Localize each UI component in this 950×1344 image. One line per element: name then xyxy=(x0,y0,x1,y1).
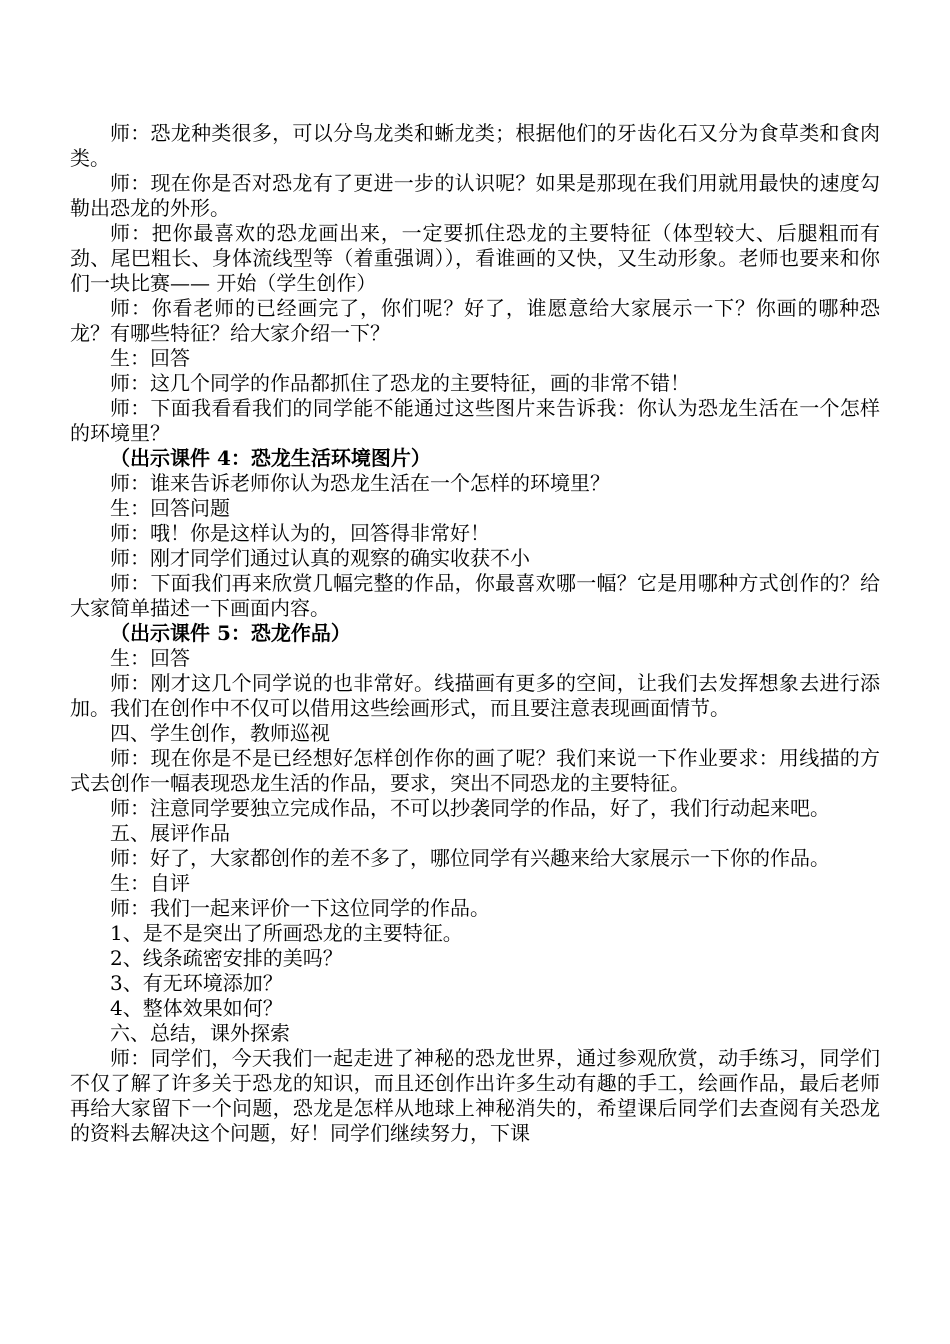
paragraph: 师：同学们，今天我们一起走进了神秘的恐龙世界，通过参观欣赏，动手练习，同学们不仅了解了许多关于恐龙的知识，而且还创作出许多生动有趣的手工，绘画作品，最后老师再给大家留下一个问题，恐龙是怎样从地球上神秘消失的，希望课后同学们去查阅有关恐龙的资料去解决这个问题，好！同学们继续努力，下课 xyxy=(70,1046,880,1145)
paragraph: 师：这几个同学的作品都抓住了恐龙的主要特征，画的非常不错！ xyxy=(110,371,690,395)
document-body xyxy=(70,121,880,1146)
paragraph: 师：好了，大家都创作的差不多了，哪位同学有兴趣来给大家展示一下你的作品。 xyxy=(110,846,830,870)
paragraph: 生：回答 xyxy=(110,346,190,370)
paragraph: 师：刚才同学们通过认真的观察的确实收获不小 xyxy=(110,546,530,570)
paragraph: 师：谁来告诉老师你认为恐龙生活在一个怎样的环境里？ xyxy=(110,471,610,495)
paragraph: 师：下面我看看我们的同学能不能通过这些图片来告诉我：你认为恐龙生活在一个怎样的环境里？ xyxy=(70,396,880,445)
paragraph: 师：刚才这几个同学说的也非常好。线描画有更多的空间，让我们去发挥想象去进行添加。我们在创作中不仅可以借用这些绘画形式，而且要注意表现画面情节。 xyxy=(70,671,880,720)
paragraph: 3、有无环境添加？ xyxy=(110,971,283,995)
paragraph: 师：恐龙种类很多，可以分鸟龙类和蜥龙类；根据他们的牙齿化石又分为食草类和食肉类。 xyxy=(70,121,880,170)
paragraph: 生：回答 xyxy=(110,646,190,670)
paragraph: 生：回答问题 xyxy=(110,496,230,520)
paragraph: 师：把你最喜欢的恐龙画出来，一定要抓住恐龙的主要特征（体型较大、后腿粗而有劲、尾巴粗长、身体流线型等（着重强调）），看谁画的又快，又生动形象。老师也要来和你们一块比赛—— 开始（学生创作） xyxy=(70,221,880,295)
paragraph: 师：你看老师的已经画完了，你们呢？好了，谁愿意给大家展示一下？你画的哪种恐龙？有哪些特征？给大家介绍一下？ xyxy=(70,296,880,345)
paragraph: 2、线条疏密安排的美吗？ xyxy=(110,946,343,970)
courseware-note: （出示课件 4：恐龙生活环境图片） xyxy=(110,446,431,470)
paragraph: 4、整体效果如何？ xyxy=(110,996,283,1020)
paragraph: 师：现在你是否对恐龙有了更进一步的认识呢？如果是那现在我们用就用最快的速度勾勒出恐龙的外形。 xyxy=(70,171,880,220)
paragraph: 四、学生创作，教师巡视 xyxy=(110,721,330,745)
paragraph: 师：哦！你是这样认为的，回答得非常好！ xyxy=(110,521,490,545)
paragraph: 师：下面我们再来欣赏几幅完整的作品，你最喜欢哪一幅？它是用哪种方式创作的？给大家简单描述一下画面内容。 xyxy=(70,571,880,620)
courseware-note: （出示课件 5：恐龙作品） xyxy=(110,621,351,645)
paragraph: 1、是不是突出了所画恐龙的主要特征。 xyxy=(110,921,463,945)
paragraph: 师：我们一起来评价一下这位同学的作品。 xyxy=(110,896,490,920)
paragraph: 师：注意同学要独立完成作品，不可以抄袭同学的作品，好了，我们行动起来吧。 xyxy=(110,796,830,820)
paragraph: 六、总结，课外探索 xyxy=(110,1021,290,1045)
paragraph: 五、展评作品 xyxy=(110,821,230,845)
paragraph: 师：现在你是不是已经想好怎样创作你的画了呢？我们来说一下作业要求：用线描的方式去创作一幅表现恐龙生活的作品，要求，突出不同恐龙的主要特征。 xyxy=(70,746,880,795)
paragraph: 生：自评 xyxy=(110,871,190,895)
